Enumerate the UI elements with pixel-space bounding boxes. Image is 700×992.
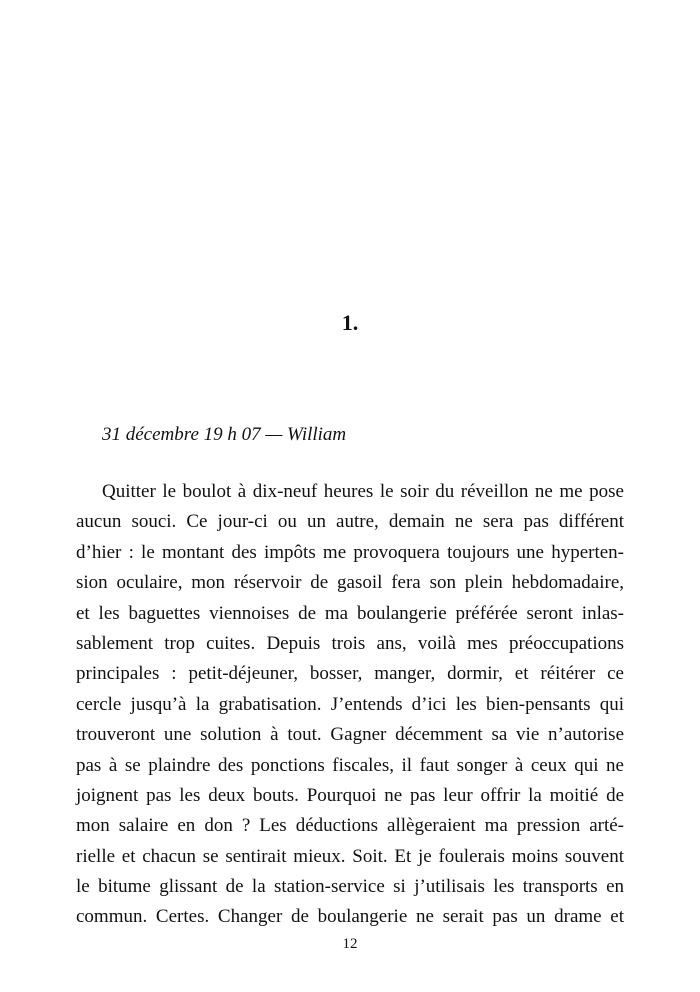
text-line: et les baguettes viennoises de ma boulangerie préférée seront inlas- — [76, 602, 624, 624]
text-line: commun. Certes. Changer de boulangerie ne serait pas un drame et — [76, 906, 624, 928]
text-line: joignent pas les deux bouts. Pourquoi ne pas leur offrir la moitié de — [76, 784, 624, 806]
paragraph — [76, 477, 624, 933]
page-number: 12 — [342, 936, 358, 952]
text-line: mon salaire en don ? Les déductions allègeraient ma pression arté- — [76, 815, 624, 837]
text-line: trouveront une solution à tout. Gagner décemment sa vie n’autorise — [76, 724, 624, 746]
text-line: Quitter le boulot à dix-neuf heures le soir du réveillon ne me pose — [102, 481, 624, 502]
text-line: d’hier : le montant des impôts me provoquera toujours une hyperten- — [76, 541, 624, 563]
chapter-number: 1. — [341, 310, 359, 335]
text-line: cercle jusqu’à la grabatisation. J’entends d’ici les bien-pensants qui — [76, 693, 624, 715]
text-line: rielle et chacun se sentirait mieux. Soit. Et je foulerais moins souvent — [76, 845, 624, 867]
text-line: aucun souci. Ce jour-ci ou un autre, demain ne sera pas différent — [76, 511, 624, 533]
text-line: pas à se plaindre des ponctions fiscales, il faut songer à ceux qui ne — [76, 754, 624, 776]
text-line: le bitume glissant de la station-service si j’utilisais les transports en — [76, 876, 624, 898]
text-line: sion oculaire, mon réservoir de gasoil fera son plein hebdomadaire, — [76, 572, 624, 594]
dateline: 31 décembre 19 h 07 — William — [102, 424, 347, 445]
text-line: principales : petit-déjeuner, bosser, manger, dormir, et réitérer ce — [76, 663, 624, 685]
text-line: sablement trop cuites. Depuis trois ans, voilà mes préoccupations — [76, 632, 624, 654]
